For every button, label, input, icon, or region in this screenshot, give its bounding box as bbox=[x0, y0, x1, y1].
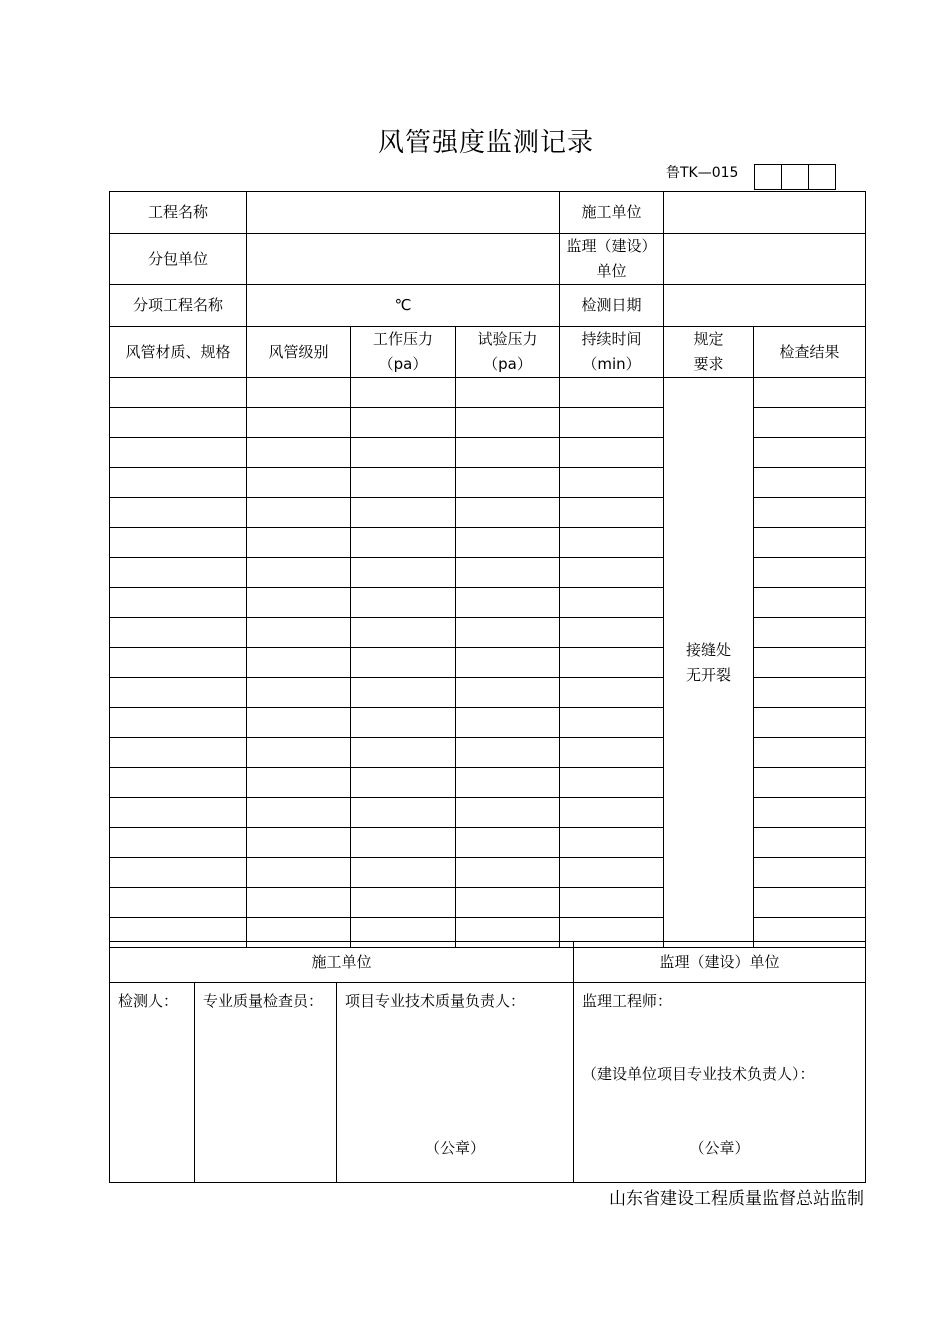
cell-test-pressure[interactable] bbox=[456, 468, 560, 498]
cell-test-pressure[interactable] bbox=[456, 768, 560, 798]
cell-work-pressure[interactable] bbox=[351, 558, 456, 588]
cell-result[interactable] bbox=[754, 498, 866, 528]
col-work-pressure bbox=[351, 327, 456, 378]
cell-duration[interactable] bbox=[560, 888, 664, 918]
inspector-signature-cell[interactable] bbox=[110, 983, 195, 1183]
col-material: 风管材质、规格 bbox=[110, 327, 247, 378]
col-grade: 风管级别 bbox=[247, 327, 351, 378]
cell-work-pressure[interactable] bbox=[351, 378, 456, 408]
subcontract-unit-label: 分包单位 bbox=[110, 234, 247, 285]
requirement-cell bbox=[664, 378, 754, 948]
col-requirement-line1: 规定 bbox=[693, 330, 724, 348]
cell-work-pressure[interactable] bbox=[351, 768, 456, 798]
cell-result[interactable] bbox=[754, 408, 866, 438]
cell-grade[interactable] bbox=[247, 378, 351, 408]
cell-grade[interactable] bbox=[247, 468, 351, 498]
sub-project-label: 分项工程名称 bbox=[110, 285, 247, 327]
cell-material[interactable] bbox=[110, 888, 247, 918]
cell-work-pressure[interactable] bbox=[351, 888, 456, 918]
cell-result[interactable] bbox=[754, 678, 866, 708]
cell-result[interactable] bbox=[754, 888, 866, 918]
cell-work-pressure[interactable] bbox=[351, 708, 456, 738]
cell-material[interactable] bbox=[110, 498, 247, 528]
cell-result[interactable] bbox=[754, 618, 866, 648]
cell-work-pressure[interactable] bbox=[351, 798, 456, 828]
cell-test-pressure[interactable] bbox=[456, 438, 560, 468]
cell-test-pressure[interactable] bbox=[456, 558, 560, 588]
cell-work-pressure[interactable] bbox=[351, 528, 456, 558]
tech-lead-label: 项目专业技术质量负责人： bbox=[345, 992, 526, 1010]
cell-duration[interactable] bbox=[560, 558, 664, 588]
cell-result[interactable] bbox=[754, 768, 866, 798]
cell-duration[interactable] bbox=[560, 618, 664, 648]
seal-right: （公章） bbox=[689, 1139, 750, 1157]
cell-material[interactable] bbox=[110, 558, 247, 588]
col-requirement bbox=[664, 327, 754, 378]
footer-issuer: 山东省建设工程质量监督总站监制 bbox=[609, 1189, 864, 1209]
cell-work-pressure[interactable] bbox=[351, 678, 456, 708]
cell-work-pressure[interactable] bbox=[351, 498, 456, 528]
cell-grade[interactable] bbox=[247, 438, 351, 468]
cell-result[interactable] bbox=[754, 378, 866, 408]
test-date-field[interactable] bbox=[664, 285, 866, 327]
cell-result[interactable] bbox=[754, 828, 866, 858]
cell-test-pressure[interactable] bbox=[456, 798, 560, 828]
cell-grade[interactable] bbox=[247, 708, 351, 738]
form-number-box[interactable] bbox=[754, 164, 782, 190]
cell-duration[interactable] bbox=[560, 528, 664, 558]
form-number-boxes[interactable] bbox=[754, 164, 836, 190]
cell-grade[interactable] bbox=[247, 558, 351, 588]
requirement-line1: 接缝处 bbox=[686, 640, 732, 659]
cell-duration[interactable] bbox=[560, 858, 664, 888]
cell-test-pressure[interactable] bbox=[456, 828, 560, 858]
cell-test-pressure[interactable] bbox=[456, 858, 560, 888]
cell-material[interactable] bbox=[110, 768, 247, 798]
cell-grade[interactable] bbox=[247, 828, 351, 858]
quality-inspector-label: 专业质量检查员： bbox=[203, 992, 324, 1010]
cell-material[interactable] bbox=[110, 798, 247, 828]
cell-duration[interactable] bbox=[560, 498, 664, 528]
cell-duration[interactable] bbox=[560, 828, 664, 858]
col-work-pressure-label: 工作压力 bbox=[372, 330, 433, 348]
cell-result[interactable] bbox=[754, 558, 866, 588]
cell-material[interactable] bbox=[110, 438, 247, 468]
cell-work-pressure[interactable] bbox=[351, 408, 456, 438]
cell-grade[interactable] bbox=[247, 528, 351, 558]
cell-material[interactable] bbox=[110, 618, 247, 648]
cell-work-pressure[interactable] bbox=[351, 648, 456, 678]
cell-material[interactable] bbox=[110, 678, 247, 708]
cell-test-pressure[interactable] bbox=[456, 708, 560, 738]
temperature-unit: ℃ bbox=[394, 296, 412, 314]
supervision-unit-label: 监理（建设）单位 bbox=[560, 234, 664, 285]
sub-project-field[interactable] bbox=[247, 285, 560, 327]
cell-duration[interactable] bbox=[560, 588, 664, 618]
tech-lead-signature-cell[interactable] bbox=[337, 983, 574, 1183]
cell-result[interactable] bbox=[754, 438, 866, 468]
cell-test-pressure[interactable] bbox=[456, 888, 560, 918]
cell-duration[interactable] bbox=[560, 708, 664, 738]
supervisor-signature-cell[interactable] bbox=[574, 983, 866, 1183]
page-title: 风管强度监测记录 bbox=[377, 128, 594, 158]
col-test-pressure-label: 试验压力 bbox=[477, 330, 538, 348]
cell-material[interactable] bbox=[110, 528, 247, 558]
cell-test-pressure[interactable] bbox=[456, 618, 560, 648]
cell-grade[interactable] bbox=[247, 738, 351, 768]
cell-result[interactable] bbox=[754, 708, 866, 738]
col-duration-label: 持续时间 bbox=[581, 330, 642, 348]
cell-test-pressure[interactable] bbox=[456, 588, 560, 618]
cell-grade[interactable] bbox=[247, 498, 351, 528]
cell-test-pressure[interactable] bbox=[456, 738, 560, 768]
cell-material[interactable] bbox=[110, 738, 247, 768]
cell-test-pressure[interactable] bbox=[456, 408, 560, 438]
cell-result[interactable] bbox=[754, 528, 866, 558]
cell-grade[interactable] bbox=[247, 408, 351, 438]
cell-duration[interactable] bbox=[560, 648, 664, 678]
project-name-field[interactable] bbox=[247, 192, 560, 234]
quality-inspector-signature-cell[interactable] bbox=[195, 983, 337, 1183]
col-test-pressure-unit: （pa） bbox=[483, 355, 532, 373]
col-work-pressure-unit: （pa） bbox=[378, 355, 428, 373]
cell-duration[interactable] bbox=[560, 738, 664, 768]
cell-duration[interactable] bbox=[560, 468, 664, 498]
col-duration bbox=[560, 327, 664, 378]
table-row bbox=[110, 378, 866, 408]
cell-work-pressure[interactable] bbox=[351, 828, 456, 858]
form-code: 鲁TK—015 bbox=[666, 165, 739, 181]
col-duration-unit: （min） bbox=[582, 355, 641, 373]
cell-material[interactable] bbox=[110, 828, 247, 858]
cell-result[interactable] bbox=[754, 858, 866, 888]
cell-result[interactable] bbox=[754, 468, 866, 498]
cell-grade[interactable] bbox=[247, 768, 351, 798]
cell-duration[interactable] bbox=[560, 768, 664, 798]
sig-supervision-unit-header: 监理（建设）单位 bbox=[574, 942, 866, 983]
cell-work-pressure[interactable] bbox=[351, 588, 456, 618]
cell-test-pressure[interactable] bbox=[456, 648, 560, 678]
cell-grade[interactable] bbox=[247, 798, 351, 828]
cell-duration[interactable] bbox=[560, 408, 664, 438]
cell-test-pressure[interactable] bbox=[456, 498, 560, 528]
cell-material[interactable] bbox=[110, 378, 247, 408]
cell-grade[interactable] bbox=[247, 888, 351, 918]
cell-grade[interactable] bbox=[247, 618, 351, 648]
cell-duration[interactable] bbox=[560, 678, 664, 708]
cell-work-pressure[interactable] bbox=[351, 738, 456, 768]
cell-result[interactable] bbox=[754, 588, 866, 618]
cell-result[interactable] bbox=[754, 648, 866, 678]
cell-material[interactable] bbox=[110, 408, 247, 438]
project-name-label: 工程名称 bbox=[110, 192, 247, 234]
supervision-unit-field[interactable] bbox=[664, 234, 866, 285]
seal-left: （公章） bbox=[425, 1139, 486, 1157]
cell-duration[interactable] bbox=[560, 798, 664, 828]
cell-work-pressure[interactable] bbox=[351, 858, 456, 888]
form-number-box[interactable] bbox=[781, 164, 809, 190]
cell-material[interactable] bbox=[110, 468, 247, 498]
sig-construction-unit-header: 施工单位 bbox=[110, 942, 574, 983]
cell-result[interactable] bbox=[754, 738, 866, 768]
cell-work-pressure[interactable] bbox=[351, 468, 456, 498]
cell-material[interactable] bbox=[110, 708, 247, 738]
construction-unit-label: 施工单位 bbox=[560, 192, 664, 234]
test-date-label: 检测日期 bbox=[560, 285, 664, 327]
form-number-box[interactable] bbox=[808, 164, 836, 190]
cell-result[interactable] bbox=[754, 798, 866, 828]
col-requirement-line2: 要求 bbox=[693, 355, 724, 373]
cell-test-pressure[interactable] bbox=[456, 528, 560, 558]
cell-material[interactable] bbox=[110, 648, 247, 678]
cell-test-pressure[interactable] bbox=[456, 378, 560, 408]
construction-unit-field[interactable] bbox=[664, 192, 866, 234]
owner-lead-label: （建设单位项目专业技术负责人）： bbox=[582, 1065, 815, 1083]
cell-grade[interactable] bbox=[247, 588, 351, 618]
cell-work-pressure[interactable] bbox=[351, 438, 456, 468]
cell-material[interactable] bbox=[110, 858, 247, 888]
supervisor-label: 监理工程师： bbox=[582, 992, 673, 1010]
requirement-line2: 无开裂 bbox=[686, 665, 732, 684]
cell-test-pressure[interactable] bbox=[456, 678, 560, 708]
cell-material[interactable] bbox=[110, 588, 247, 618]
cell-grade[interactable] bbox=[247, 648, 351, 678]
inspector-label: 检测人： bbox=[118, 992, 179, 1010]
col-test-pressure bbox=[456, 327, 560, 378]
signature-table bbox=[109, 941, 866, 1183]
cell-grade[interactable] bbox=[247, 678, 351, 708]
record-table bbox=[109, 191, 866, 948]
col-result: 检查结果 bbox=[754, 327, 866, 378]
subcontract-unit-field[interactable] bbox=[247, 234, 560, 285]
cell-duration[interactable] bbox=[560, 378, 664, 408]
cell-work-pressure[interactable] bbox=[351, 618, 456, 648]
cell-grade[interactable] bbox=[247, 858, 351, 888]
cell-duration[interactable] bbox=[560, 438, 664, 468]
